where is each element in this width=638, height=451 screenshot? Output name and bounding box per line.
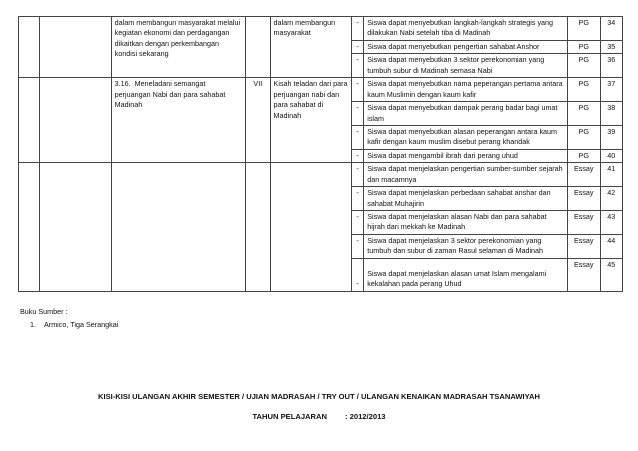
nomor-soal: 45 — [600, 258, 622, 291]
kelas-cell — [246, 17, 270, 78]
bentuk: PG — [567, 54, 600, 78]
table-row — [19, 163, 623, 187]
kelas-cell — [246, 163, 270, 291]
dash: - — [352, 125, 364, 149]
bentuk: PG — [567, 125, 600, 149]
bentuk: Essay — [567, 258, 600, 291]
indikator: Siswa dapat menjelaskan 3 sektor perekonomian yang tumbuh dan subur di zaman Rasul selaman di Madinah — [364, 234, 568, 258]
dash: - — [352, 149, 364, 162]
kd-text: Meneladani semangat perjuangan Nabi dan para sahabat Madinah — [114, 79, 226, 110]
kd-cell — [111, 17, 245, 78]
bentuk: Essay — [567, 234, 600, 258]
bentuk: Essay — [567, 187, 600, 211]
dash: - — [352, 40, 364, 53]
kd-cell — [111, 163, 245, 291]
bentuk: PG — [567, 149, 600, 162]
dash: - — [352, 78, 364, 102]
dash: - — [352, 54, 364, 78]
bentuk: PG — [567, 17, 600, 41]
blank-cell — [40, 163, 111, 291]
no-cell — [19, 163, 40, 291]
materi-cell — [270, 17, 351, 78]
no-cell — [19, 17, 40, 78]
nomor-soal: 37 — [600, 78, 622, 102]
nomor-soal: 34 — [600, 17, 622, 41]
bentuk: PG — [567, 40, 600, 53]
indikator: Siswa dapat menjelaskan perbedaan sahabat anshar dan sahabat Muhajirin — [364, 187, 568, 211]
dash: - — [352, 187, 364, 211]
bentuk: PG — [567, 78, 600, 102]
bentuk: Essay — [567, 163, 600, 187]
indikator: Siswa dapat mengambil ibrah dari perang uhud — [364, 149, 568, 162]
nomor-soal: 42 — [600, 187, 622, 211]
indikator: Siswa dapat menyebutkan nama peperangan pertama antara kaum Muslimin dengan kaum kafir — [364, 78, 568, 102]
dash: - — [352, 163, 364, 187]
table-row — [19, 78, 623, 102]
nomor-soal: 41 — [600, 163, 622, 187]
indikator: Siswa dapat menyebutkan langkah-langkah strategis yang dilakukan Nabi setelah tiba di Madinah — [364, 17, 568, 41]
materi-text: Kisah teladan dari para perjuangan nabi dan para sahabat di Madinah — [273, 79, 348, 120]
nomor-soal: 36 — [600, 54, 622, 78]
indikator: Siswa dapat menyebutkan alasan peperangan antara kaum kafir dengan kaum muslim disebut perang khandak — [364, 125, 568, 149]
dash: - — [352, 17, 364, 41]
nomor-soal: 39 — [600, 125, 622, 149]
academic-year-label: TAHUN PELAJARAN — [252, 412, 327, 421]
nomor-soal: 35 — [600, 40, 622, 53]
nomor-soal: 44 — [600, 234, 622, 258]
nomor-soal: 43 — [600, 211, 622, 235]
indikator: Siswa dapat menjelaskan pengertian sumber-sumber sejarah dan macamnya — [364, 163, 568, 187]
sources-title: Buku Sumber : — [20, 307, 68, 316]
table-row — [19, 17, 623, 41]
source-item-text: Armico, Tiga Serangkai — [44, 320, 119, 329]
materi-cell — [270, 78, 351, 163]
nomor-soal: 38 — [600, 102, 622, 126]
kelas-cell — [246, 78, 270, 163]
indikator: Siswa dapat menyebutkan pengertian sahabat Anshor — [364, 40, 568, 53]
kisi-kisi-table — [18, 16, 623, 292]
dash: - — [352, 258, 364, 291]
dash: - — [352, 102, 364, 126]
indikator: Siswa dapat menjelaskan alasan Nabi dan para sahabat hijrah dari mekkah ke Madinah — [364, 211, 568, 235]
kd-cell — [111, 78, 245, 163]
kd-text: dalam membangun masyarakat melalui kegiatan ekonomi dan perdagangan dikaitkan dengan perkembangan kondisi sekarang — [114, 18, 241, 59]
academic-year — [0, 412, 638, 421]
bentuk: Essay — [567, 211, 600, 235]
blank-cell — [40, 17, 111, 78]
no-cell — [19, 78, 40, 163]
academic-year-value: : 2012/2013 — [345, 412, 386, 421]
dash: - — [352, 234, 364, 258]
materi-text: dalam membangun masyarakat — [273, 18, 336, 38]
indikator: Siswa dapat menyebutkan 3 sektor perekonomian yang tumbuh subur di Madinah semasa Nabi — [364, 54, 568, 78]
source-item-number: 1. — [30, 320, 36, 329]
indikator: Siswa dapat menjelaskan alasan umat Islam mengalami kekalahan pada perang Uhud — [364, 258, 568, 291]
indikator: Siswa dapat menyebutkan dampak perang badar bagi umat islam — [364, 102, 568, 126]
materi-cell — [270, 163, 351, 291]
document-title: KISI-KISI ULANGAN AKHIR SEMESTER / UJIAN MADRASAH / TRY OUT / ULANGAN KENAIKAN MADRASAH TSANAWIYAH — [98, 392, 540, 401]
blank-cell — [40, 78, 111, 163]
nomor-soal: 40 — [600, 149, 622, 162]
kd-number: 3.16. — [114, 79, 131, 89]
source-item — [30, 320, 118, 329]
kelas: VII — [253, 79, 263, 89]
dash: - — [352, 211, 364, 235]
bentuk: PG — [567, 102, 600, 126]
